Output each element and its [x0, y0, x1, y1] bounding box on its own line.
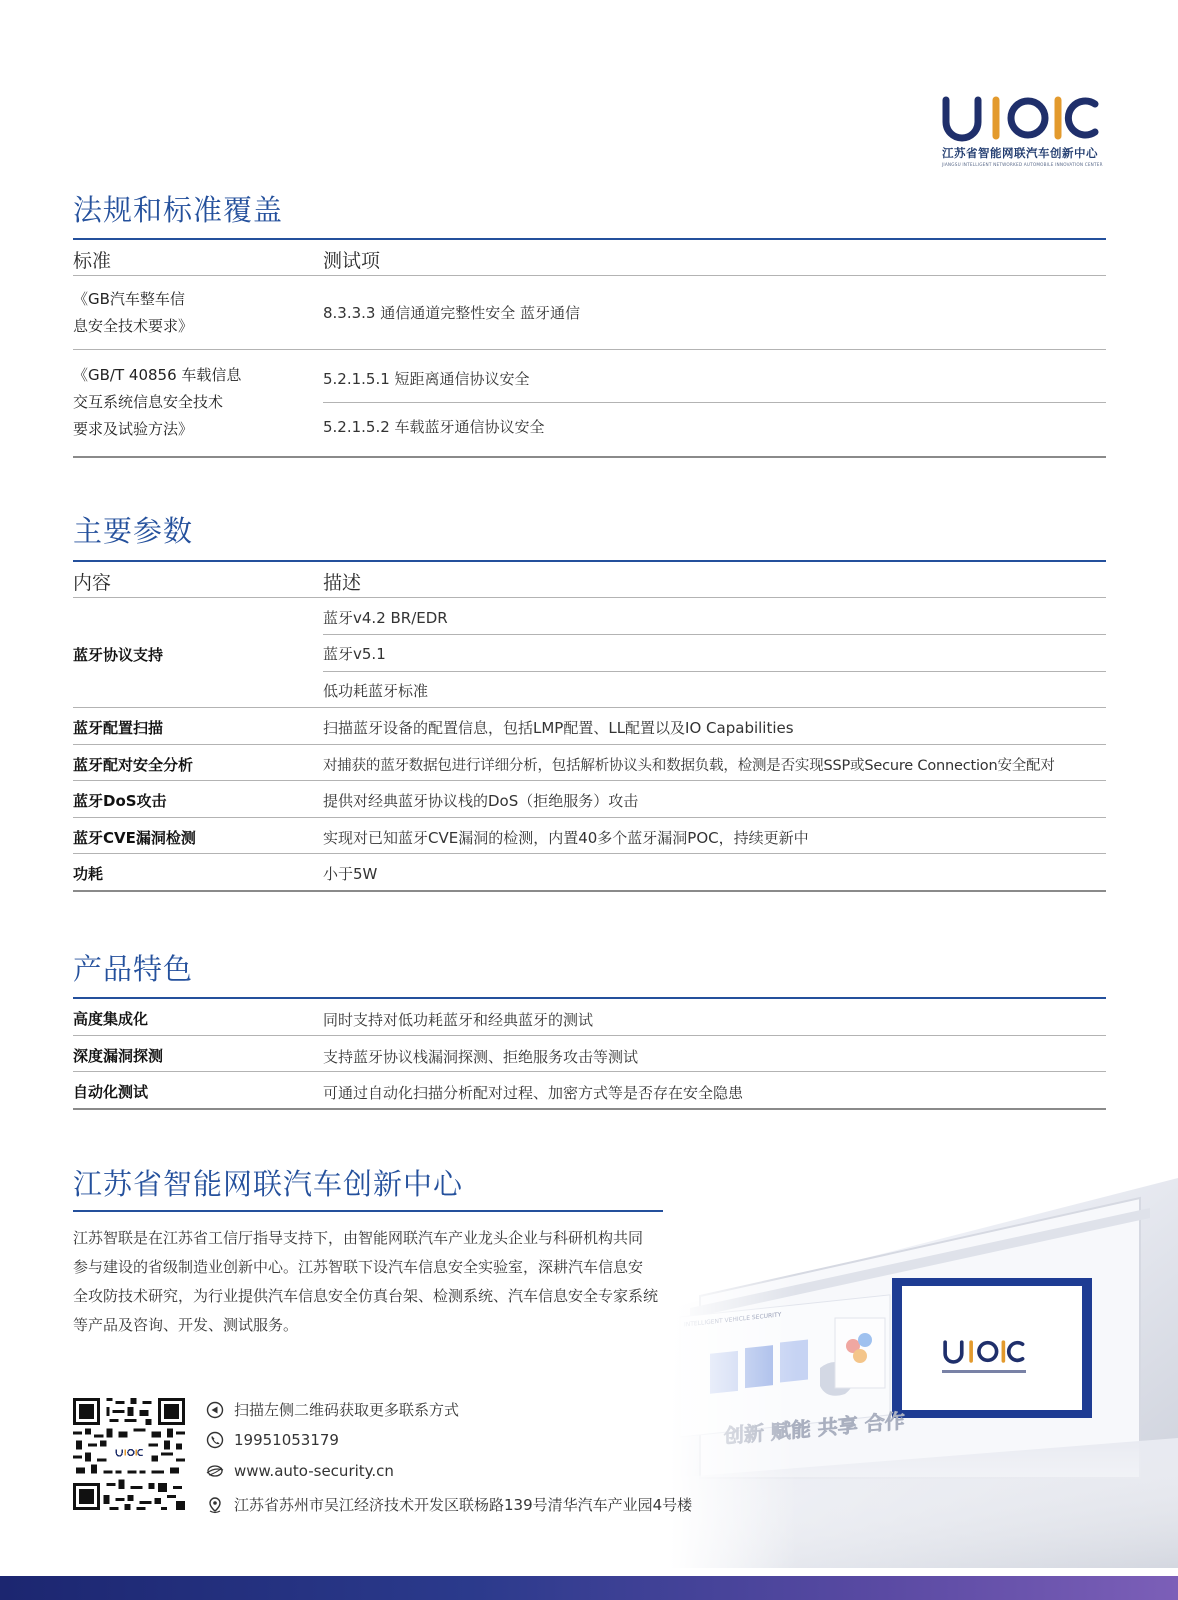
- feature-label: 深度漏洞探测: [73, 1047, 164, 1065]
- param-desc: 提供对经典蓝牙协议栈的DoS（拒绝服务）攻击: [323, 792, 639, 810]
- logo-english-name: JIANGSU INTELLIGENT NETWORKED AUTOMOBILE INNOVATION CENTER: [942, 162, 1103, 167]
- contact-qr-hint: [206, 1399, 459, 1420]
- param-label: 蓝牙配置扫描: [73, 719, 164, 737]
- standard-name: 《GB汽车整车信 息安全技术要求》: [73, 290, 194, 335]
- table-row: [73, 999, 1106, 1036]
- table-row: [73, 854, 1106, 890]
- table-row: [73, 276, 1106, 350]
- location-pin-icon: [206, 1496, 224, 1514]
- feature-desc: 可通过自动化扫描分析配对过程、加密方式等是否存在安全隐患: [323, 1084, 744, 1102]
- contact-address: [206, 1494, 692, 1515]
- table-row: [73, 818, 1106, 854]
- table-row: [73, 745, 1106, 781]
- phone-number[interactable]: 19951053179: [234, 1431, 339, 1449]
- pointer-left-icon: [206, 1401, 224, 1419]
- param-label: 蓝牙协议支持: [73, 646, 164, 664]
- intro-title-rule: [73, 1210, 663, 1212]
- table-row: [73, 350, 1106, 456]
- param-desc: 对捕获的蓝牙数据包进行详细分析，包括解析协议头和数据负载，检测是否实现SSP或Secure Connection安全配对: [323, 758, 1055, 774]
- row-divider: [323, 671, 1106, 672]
- intro-paragraph: 江苏智联是在江苏省工信厅指导支持下，由智能网联汽车产业龙头企业与科研机构共同 参与建设的省级制造业创新中心。江苏智联下设汽车信息安全实验室，深耕汽车信息安 全攻防技术研究，为行业提供汽车信息安全仿真台架、检测系统、汽车信息安全专家系统 等产品及咨询、开发、测试服务。: [73, 1229, 659, 1334]
- param-desc: 蓝牙v5.1: [323, 645, 386, 663]
- test-item: 8.3.3.3 通信通道完整性安全 蓝牙通信: [323, 304, 581, 322]
- features-title: 产品特色: [73, 952, 194, 986]
- contact-phone[interactable]: [206, 1431, 339, 1449]
- table-row: [73, 708, 1106, 745]
- param-desc: 实现对已知蓝牙CVE漏洞的检测，内置40多个蓝牙漏洞POC，持续更新中: [323, 829, 809, 847]
- table-row: [73, 1072, 1106, 1108]
- feature-label: 自动化测试: [73, 1083, 149, 1101]
- features-table-end: [73, 1108, 1106, 1110]
- params-header-row: [73, 562, 1106, 598]
- regulations-header-standard: 标准: [73, 250, 112, 272]
- params-header-content: 内容: [73, 572, 112, 594]
- params-table: [73, 562, 1106, 890]
- feature-desc: 同时支持对低功耗蓝牙和经典蓝牙的测试: [323, 1011, 594, 1029]
- param-label: 功耗: [73, 865, 104, 883]
- footer-bar: [0, 1576, 1178, 1600]
- params-header-desc: 描述: [323, 572, 362, 594]
- contact-website[interactable]: [206, 1462, 394, 1480]
- table-row: [73, 781, 1106, 818]
- param-label: 蓝牙DoS攻击: [73, 792, 167, 810]
- regulations-header-row: [73, 240, 1106, 276]
- params-table-end: [73, 890, 1106, 892]
- qr-hint-text: 扫描左侧二维码获取更多联系方式: [234, 1401, 460, 1419]
- test-item: 5.2.1.5.2 车载蓝牙通信协议安全: [323, 418, 545, 436]
- feature-label: 高度集成化: [73, 1010, 149, 1028]
- param-desc: 低功耗蓝牙标准: [323, 682, 429, 700]
- globe-icon: [206, 1462, 224, 1480]
- showroom-photo: [670, 1178, 1178, 1568]
- phone-icon: [206, 1431, 224, 1449]
- logo-mark-icon: [940, 92, 1100, 144]
- regulations-table: [73, 240, 1106, 456]
- param-desc: 扫描蓝牙设备的配置信息，包括LMP配置、LL配置以及IO Capabilities: [323, 719, 794, 737]
- table-row: [73, 1036, 1106, 1072]
- regulations-table-end: [73, 456, 1106, 458]
- features-table: [73, 999, 1106, 1108]
- param-desc: 蓝牙v4.2 BR/EDR: [323, 609, 448, 627]
- params-title: 主要参数: [73, 514, 194, 548]
- param-desc: 小于5W: [323, 865, 378, 883]
- logo-chinese-name: 江苏省智能网联汽车创新中心: [942, 146, 1098, 160]
- feature-desc: 支持蓝牙协议栈漏洞探测、拒绝服务攻击等测试: [323, 1048, 639, 1066]
- test-item: 5.2.1.5.1 短距离通信协议安全: [323, 370, 530, 388]
- brand-logo: [940, 92, 1110, 172]
- param-label: 蓝牙CVE漏洞检测: [73, 829, 196, 847]
- row-divider: [323, 402, 1106, 403]
- qr-code[interactable]: [73, 1398, 185, 1510]
- standard-name: 《GB/T 40856 车载信息 交互系统信息安全技术 要求及试验方法》: [73, 366, 242, 438]
- regulations-header-test-item: 测试项: [323, 250, 381, 272]
- table-row: [73, 598, 1106, 708]
- address-text: 江苏省苏州市吴江经济技术开发区联杨路139号清华汽车产业园4号楼: [234, 1496, 693, 1514]
- regulations-title: 法规和标准覆盖: [73, 193, 284, 227]
- param-label: 蓝牙配对安全分析: [73, 756, 194, 774]
- website-link[interactable]: www.auto-security.cn: [234, 1462, 394, 1480]
- row-divider: [323, 634, 1106, 635]
- intro-title: 江苏省智能网联汽车创新中心: [73, 1167, 464, 1201]
